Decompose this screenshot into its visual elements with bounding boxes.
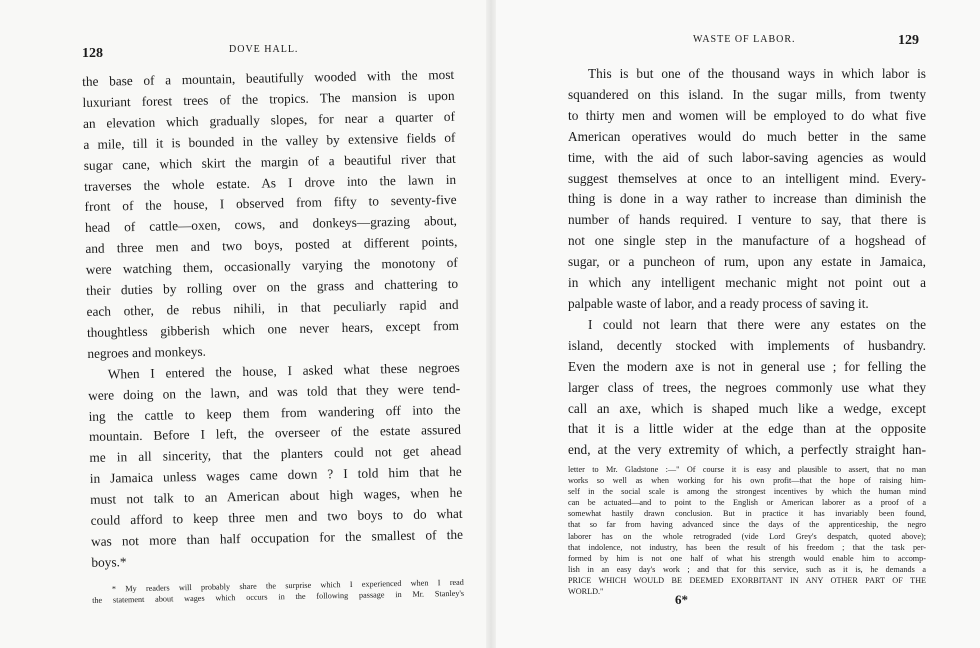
- left-page-number: 128: [82, 46, 103, 61]
- footnote-line: laborer has on the whole retrograded (vide Lord Grey's despatch, quoted above);: [568, 531, 926, 541]
- text-line: in Jamaica unless wages came down ? I told him that he: [89, 464, 462, 487]
- text-line: sugar, or a puncheon of rum, upon any estate in Jamaica,: [568, 254, 926, 270]
- text-line: palpable waste of labor, and a ready process of saving it.: [568, 295, 869, 311]
- text-line: an elevation which gradually slopes, for near a quarter of: [82, 108, 456, 131]
- text-line: thoughtless gibberish which one never hears, except from: [86, 317, 460, 340]
- text-line: When I entered the house, I asked what these negroes: [107, 359, 460, 382]
- text-line: luxuriant forest trees of the tropics. The mansion is upon: [82, 87, 455, 110]
- text-line: to thirty men and women will be employed to do what five: [568, 107, 926, 123]
- right-footnote: [568, 464, 926, 597]
- text-line: not one single step in the manufacture of a hogshead of: [568, 233, 926, 249]
- left-running-header: DOVE HALL.: [229, 44, 299, 55]
- footnote-line: that indolence, not industry, has been the result of his freedom ; that the task per-: [568, 542, 926, 552]
- text-line: must not talk to an American about high wages, when he: [90, 484, 463, 508]
- text-line: thing is done in a way rather to increase than diminish the: [568, 191, 926, 207]
- text-line: call an axe, which is shaped much like a wedge, except: [568, 400, 926, 416]
- left-body: [82, 65, 464, 574]
- text-line: squandered on this island. In the sugar mills, from twenty: [568, 86, 926, 102]
- text-line: end, at the very extremity of which, a perfectly straight han-: [568, 442, 926, 458]
- text-line: mountain. Before I left, the overseer of the estate assured: [88, 422, 462, 445]
- signature-mark: 6*: [675, 592, 688, 607]
- text-line: ing the cattle to keep them from wandering off into the: [88, 401, 461, 424]
- text-line: could afford to keep three men and two boys to do what: [90, 505, 463, 528]
- text-line: and three men and two boys, posted at different points,: [85, 234, 458, 257]
- text-line: in which any intelligent mechanic might not point out a: [568, 275, 926, 291]
- text-line: number of hands required. I venture to say, that there is: [568, 212, 926, 228]
- text-line: were doing on the lawn, and was told that they were tend-: [88, 380, 461, 403]
- right-running-header: WASTE OF LABOR.: [693, 34, 796, 45]
- text-line: Even the modern axe is not in general use ; for felling the: [568, 358, 926, 374]
- footnote-line: the statement about wages which occurs in the following passage in Mr. Stanley's: [92, 588, 465, 605]
- text-line: sugar cane, which skirt the margin of a beautiful river that: [83, 150, 456, 173]
- right-body: [568, 64, 926, 461]
- text-line: negroes and monkeys.: [87, 343, 207, 361]
- book-gutter: [486, 0, 496, 648]
- left-page-text: [82, 65, 464, 606]
- footnote-line: lish in an easy day's work ; and that for this service, such as it is, he demands a: [568, 564, 926, 574]
- text-line: larger class of trees, the negroes commonly use what they: [568, 379, 926, 395]
- text-line: were watching them, occasionally varying the monotony of: [85, 254, 458, 278]
- footnote-line: PRICE WHICH WOULD BE DEEMED EXORBITANT IN ANY OTHER PART OF THE: [568, 575, 926, 585]
- footnote-line: self in the social scale is among the strongest incentives by which the human mind: [568, 487, 926, 497]
- text-line: a mile, till it is bounded in the valley by extensive fields of: [83, 129, 456, 152]
- text-line: their duties by rolling over on the grass and chattering to: [86, 275, 459, 299]
- text-line: that it is a little wider at the edge than at the opposite: [568, 421, 926, 437]
- footnote-line: somewhat hastily drawn conclusion. But in practice it has invariably been found,: [568, 509, 926, 519]
- right-page-text: [568, 64, 926, 461]
- text-line: front of the house, I observed from fifty to seventy-five: [84, 192, 457, 215]
- text-line: boys.*: [91, 554, 127, 570]
- text-line: This is but one of the thousand ways in which labor is: [588, 66, 926, 81]
- right-page-number: 129: [898, 33, 919, 48]
- text-line: I could not learn that there were any estates on the: [588, 316, 926, 332]
- footnote-line: letter to Mr. Gladstone :—" Of course it is easy and plausible to assert, that no man: [568, 465, 926, 474]
- text-line: me in all sincerity, that the planters could not get ahead: [89, 443, 462, 466]
- footnote-line: that so far from having advanced since the days of the apprenticeship, the negro: [568, 520, 926, 530]
- footnote-line: formed by him is not one half of what his strength would enable him to accomp-: [568, 553, 926, 563]
- text-line: was not more than half occupation for the smallest of the: [90, 526, 464, 549]
- text-line: American operatives would do much better in the same: [568, 128, 926, 144]
- footnote-line: * My readers will probably share the surprise which I experienced when I read: [111, 577, 464, 594]
- text-line: each other, de rebus nihili, in that peculiarly rapid and: [86, 296, 459, 319]
- footnote-line: works so well as when working for his own profit—that the hope of raising him-: [568, 476, 926, 486]
- text-line: head of cattle—oxen, cows, and donkeys—grazing about,: [84, 213, 458, 236]
- text-line: traverses the whole estate. As I drove into the lawn in: [84, 171, 457, 194]
- text-line: island, decently stocked with implements of husbandry.: [568, 337, 926, 353]
- text-line: time, with the aid of such labor-saving agencies as would: [568, 149, 926, 165]
- text-line: suggest themselves at once to an intelligent mind. Every-: [568, 170, 926, 186]
- footnote-line: WORLD.": [568, 587, 604, 597]
- footnote-line: can be actuated—and to point to the English or American laborer as a proof of a: [568, 498, 926, 508]
- text-line: the base of a mountain, beautifully wooded with the most: [82, 66, 455, 89]
